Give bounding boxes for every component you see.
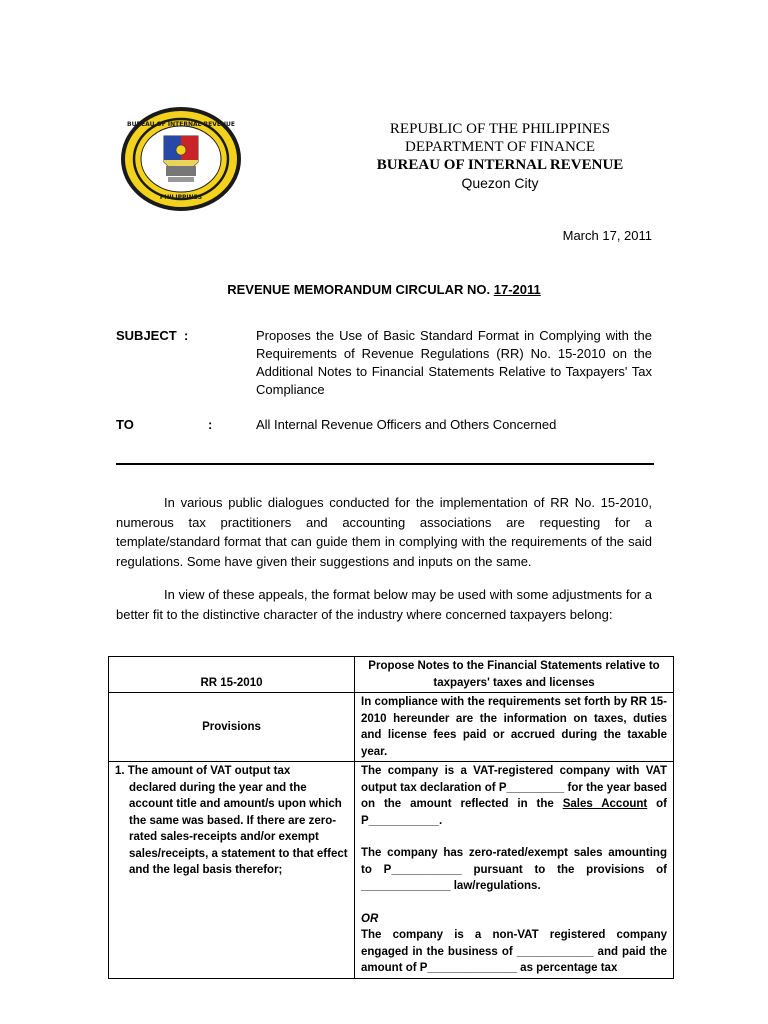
subject-text: Proposes the Use of Basic Standard Format in Complying with the Requirements of Revenue Regulations (RR) No. 15-2010 on the Additional Notes to Financial Statements Relative to Taxpayers' Tax Compliance	[256, 328, 652, 397]
item-1-note-cell	[355, 762, 674, 979]
compliance-cell: In compliance with the requirements set forth by RR 15-2010 hereunder are the information on taxes, duties and license fees paid or accrued during the taxable year.	[355, 693, 674, 762]
header-rr-cell: RR 15-2010	[109, 657, 355, 693]
header-divider	[116, 463, 654, 465]
item-1-zero-rated-note: The company has zero-rated/exempt sales amounting to P___________ pursuant to the provisions of ______________ law/regulations.	[361, 847, 667, 892]
letterhead-city: Quezon City	[461, 175, 539, 191]
notes-table	[108, 656, 674, 979]
to-text: All Internal Revenue Officers and Others Concerned	[256, 417, 557, 432]
body-paragraph-1: In various public dialogues conducted for the implementation of RR No. 15-2010, numerous tax practitioners and accounting associations are requesting for a template/standard format that can guide them in complying with the requirements of the said regulations. Some have given their suggestions and inputs on the same.	[116, 495, 652, 569]
to-label: TO	[116, 417, 134, 432]
letterhead-republic: REPUBLIC OF THE PHILIPPINES	[389, 121, 611, 137]
subject-label: SUBJECT	[116, 328, 177, 343]
letterhead-bureau: BUREAU OF INTERNAL REVENUE	[376, 157, 624, 173]
item-1-vat-note: The company is a VAT-registered company with VAT output tax declaration of P_________ for the year based on the amount reflected in the Sales Account of P___________.	[361, 765, 667, 827]
item-1-rest: declared during the year and the account title and amount/s upon which the same was based. If there are zero-rated sales-receipts and/or exempt sales/receipts, a statement to that effect and the legal basis therefor;	[129, 781, 348, 876]
letterhead-department: DEPARTMENT OF FINANCE	[405, 139, 595, 155]
letterhead	[330, 120, 670, 192]
svg-text:BUREAU OF INTERNAL REVENUE: BUREAU OF INTERNAL REVENUE	[127, 121, 235, 128]
subject-colon: :	[184, 328, 189, 343]
item-1-provision-cell	[109, 762, 355, 979]
provisions-cell: Provisions	[109, 693, 355, 762]
bir-seal-logo	[120, 106, 242, 212]
svg-text:PHILIPPINES: PHILIPPINES	[159, 194, 203, 201]
table-header-row	[109, 657, 674, 693]
circular-title-prefix: REVENUE MEMORANDUM CIRCULAR NO.	[227, 282, 491, 297]
body-paragraph-2: In view of these appeals, the format below may be used with some adjustments for a better fit to the distinctive character of the industry where concerned taxpayers belong:	[116, 587, 652, 622]
circular-number: 17-2011	[493, 282, 541, 297]
item-1-first-line: 1. The amount of VAT output tax	[115, 765, 291, 777]
table-row	[109, 762, 674, 979]
item-1-non-vat-note: The company is a non-VAT registered company engaged in the business of ____________ and paid the amount of P______________ as percentage tax	[361, 929, 667, 974]
document-date: March 17, 2011	[562, 228, 652, 243]
table-row	[109, 693, 674, 762]
header-notes-cell: Propose Notes to the Financial Statements relative to taxpayers' taxes and licenses	[355, 657, 674, 693]
sales-account-text: Sales Account	[562, 798, 648, 810]
item-1-or-label: OR	[361, 912, 379, 925]
circular-title	[0, 282, 768, 297]
to-colon: :	[208, 417, 213, 432]
